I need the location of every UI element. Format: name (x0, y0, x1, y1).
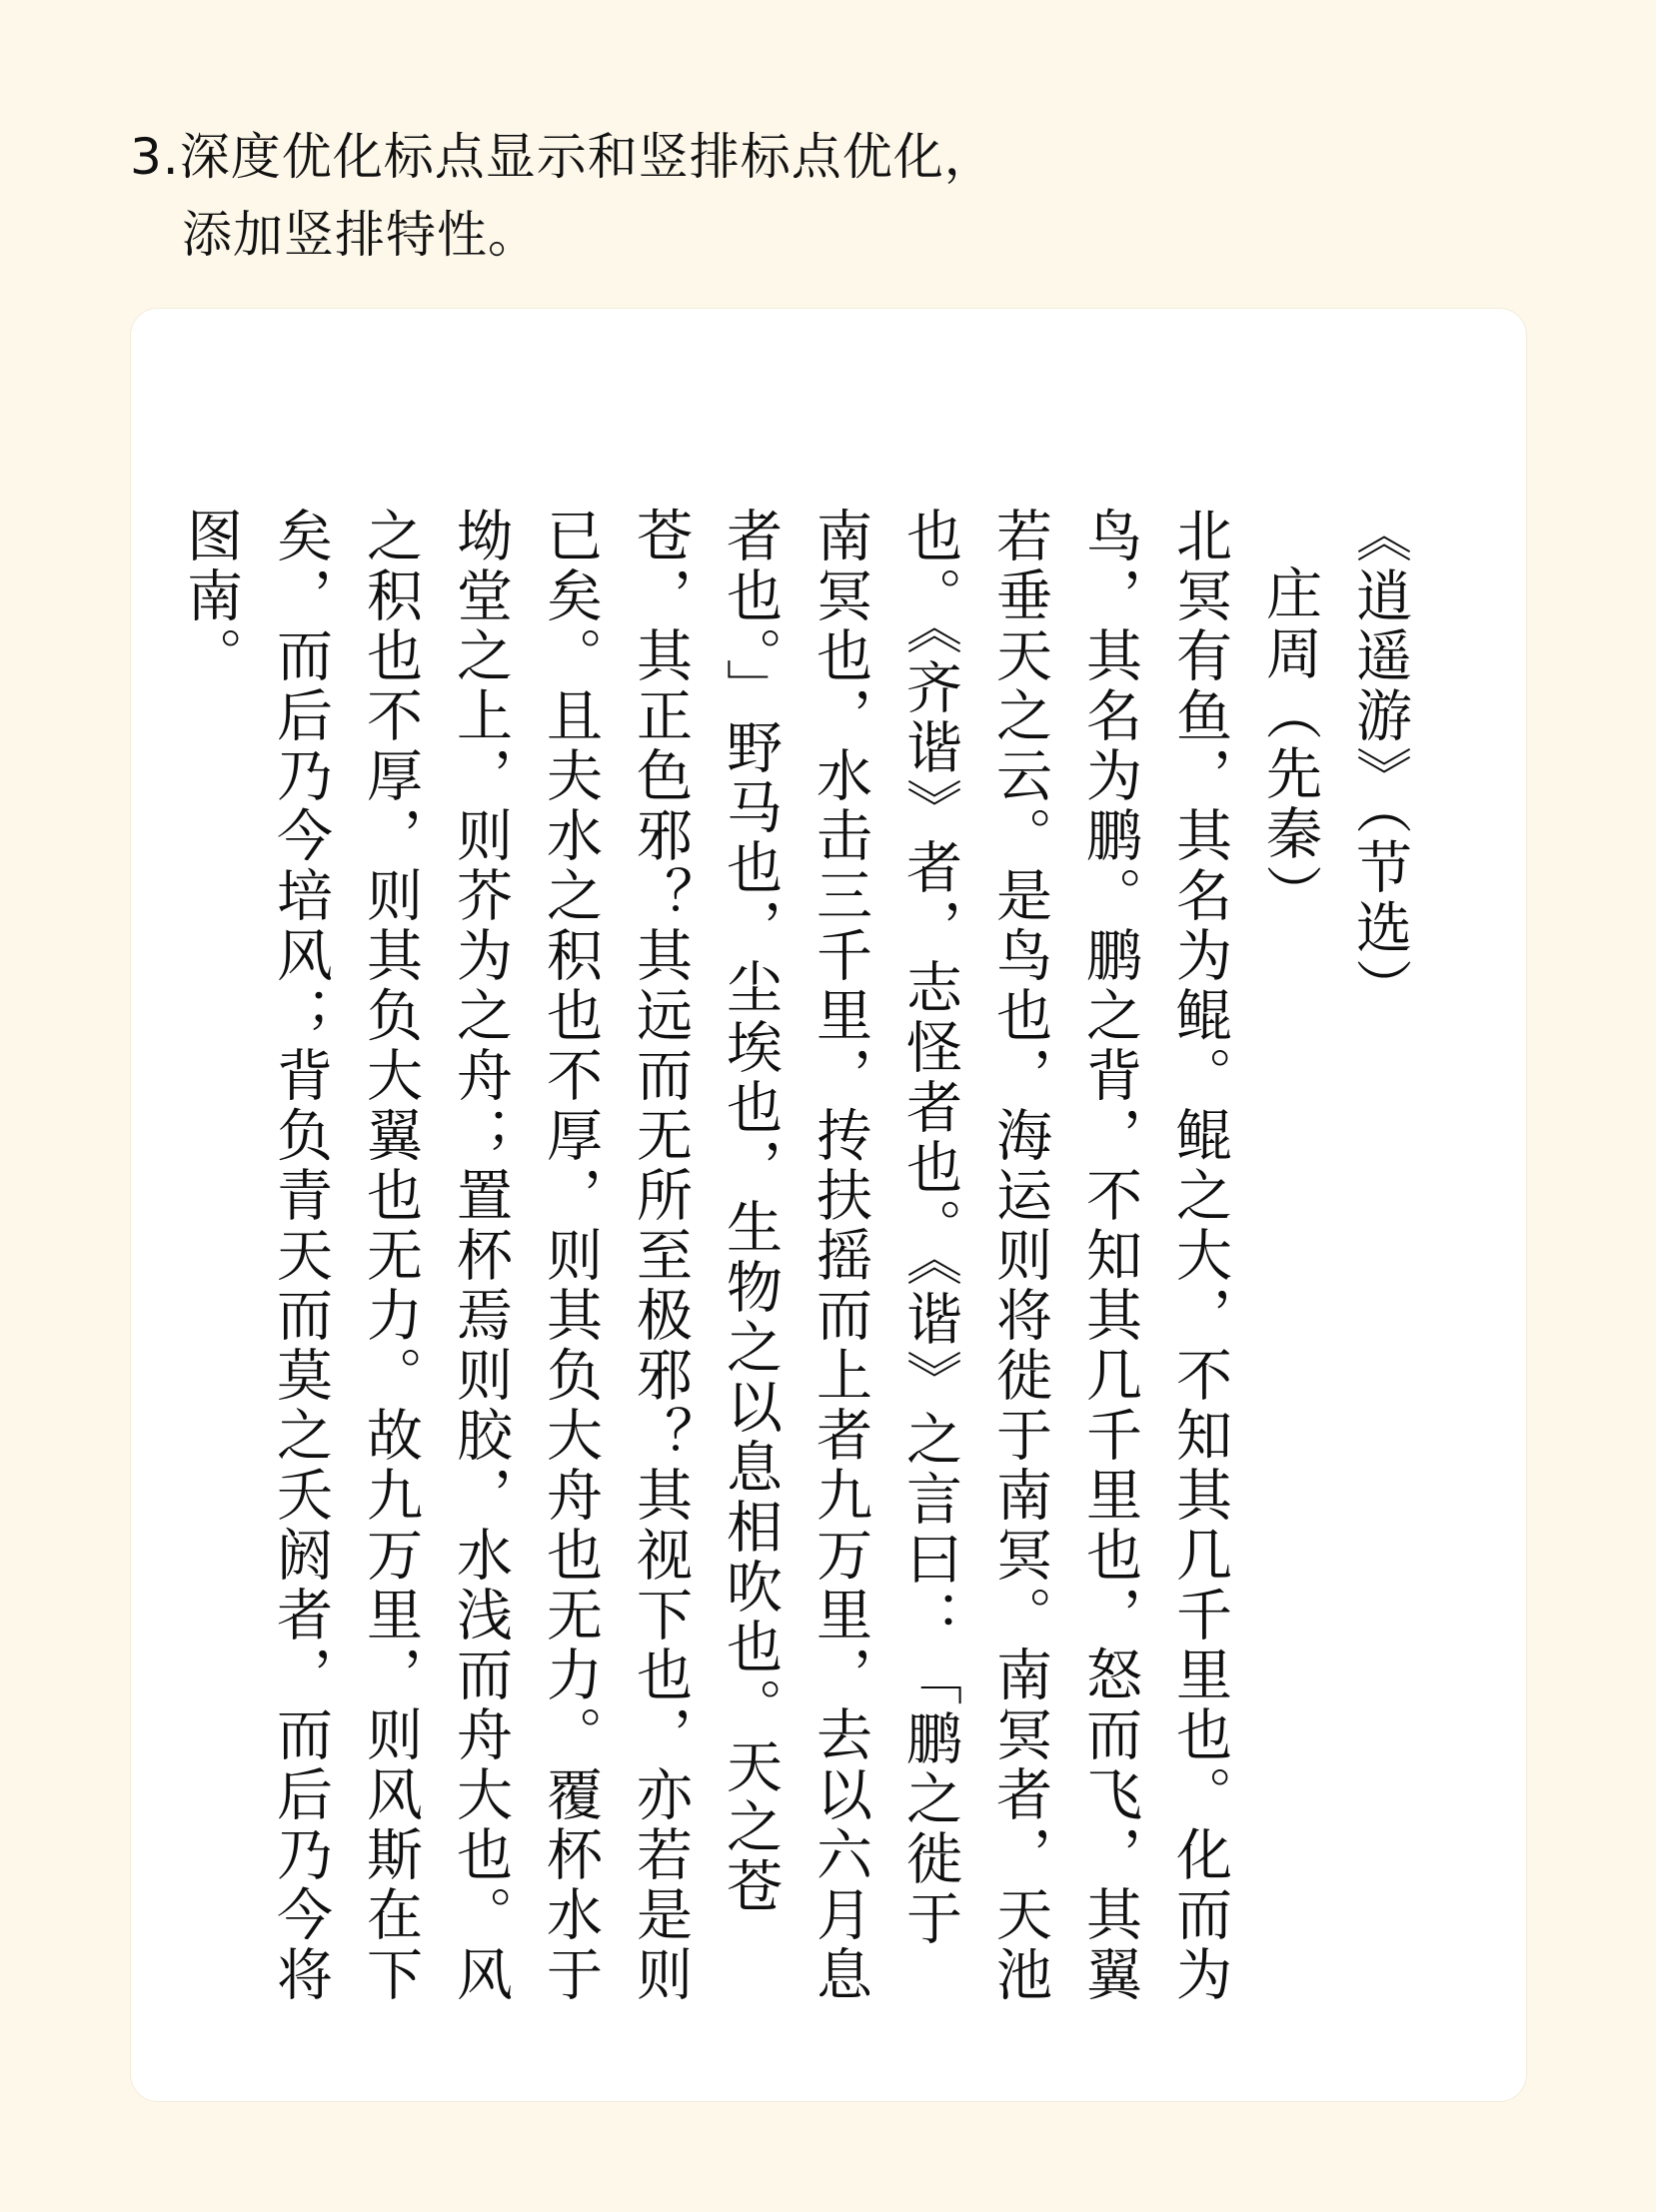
vertical-passage (165, 449, 1424, 2007)
passage-author: 庄周（先秦） (1257, 564, 1322, 924)
vertical-text-card (130, 308, 1527, 2102)
feature-heading-line-1: 3.深度优化标点显示和竖排标点优化， (130, 128, 995, 186)
passage-title: 《逍遥游》（节选） (1347, 507, 1412, 1018)
feature-heading-line-2: 添加竖排特性。 (182, 206, 539, 264)
feature-heading (130, 118, 1429, 274)
passage-paragraph: 北冥有鱼，其名为鲲。鲲之大，不知其几千里也。化而为鸟，其名为鹏。鹏之背，不知其几千里也，怒而飞，其翼若垂天之云。是鸟也，海运则将徙于南冥。南冥者，天池也。《齐谐》者，志怪者也。《谐》之言曰：「鹏之徙于南冥也，水击三千里，抟扶摇而上者九万里，去以六月息者也。」野马也，尘埃也，生物之以息相吹也。天之苍苍，其正色邪？其远而无所至极邪？其视下也，亦若是则已矣。且夫水之积也不厚，则其负大舟也无力。覆杯水于坳堂之上，则芥为之舟；置杯焉则胶，水浅而舟大也。风之积也不厚，则其负大翼也无力。故九万里，则风斯在下矣，而后乃今培风；背负青天而莫之夭阏者，而后乃今将图南。 (178, 507, 1232, 2005)
